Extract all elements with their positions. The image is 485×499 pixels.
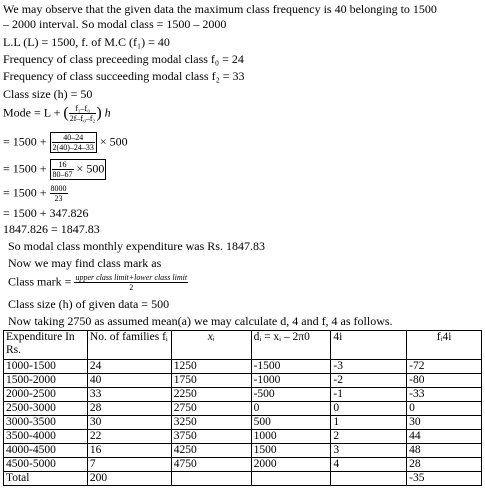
text-line: 1847.826 = 1847.83 (3, 222, 100, 236)
table-row (4, 416, 482, 430)
table-cell: 16 (87, 444, 171, 458)
table-row (4, 444, 482, 458)
fraction (74, 273, 188, 292)
table-cell: 3750 (171, 430, 251, 444)
table-header-row (4, 331, 482, 360)
table-cell: 22 (87, 430, 171, 444)
text-line: Now we may find class mark as (8, 256, 162, 270)
table-cell: 1000-1500 (4, 360, 88, 374)
table-cell: 2000 (251, 458, 331, 472)
table-cell: 28 (407, 458, 482, 472)
text-line: We may observe that the given data the maximum class frequency is 40 belonging to 1500 (3, 2, 437, 16)
table-cell: 1500 (251, 444, 331, 458)
table-cell: 44 (407, 430, 482, 444)
table-cell: 2 (331, 430, 407, 444)
table-cell: 3000-3500 (4, 416, 88, 430)
table-cell: 3250 (171, 416, 251, 430)
text-line: So modal class monthly expenditure was Rs. 1847.83 (8, 239, 265, 253)
table-cell: 2500-3000 (4, 402, 88, 416)
text-line: Frequency of class succeeding modal class f₂ = 33 (3, 69, 245, 83)
fraction-numerator: 40–24 (63, 133, 84, 142)
frequency-table (3, 330, 482, 486)
text-line: = 1500 + 347.826 (3, 206, 89, 220)
text-line: Class size (h) of given data = 500 (8, 297, 170, 311)
fraction (50, 184, 68, 203)
table-cell: -1500 (251, 360, 331, 374)
fraction-denominator: 23 (50, 193, 68, 203)
formula-suffix: × 500 (99, 134, 128, 149)
text-line: Class size (h) = 50 (3, 87, 93, 101)
table-cell: 40 (87, 374, 171, 388)
table-cell: 33 (87, 388, 171, 402)
fraction-denominator: 80–67 (52, 170, 73, 179)
table-row (4, 458, 482, 472)
header-families: No. of families fᵢ (87, 331, 171, 360)
table-cell: 4750 (171, 458, 251, 472)
table-cell: 200 (87, 472, 171, 486)
table-cell: 500 (251, 416, 331, 430)
formula-prefix: = 1500 + (3, 185, 47, 200)
step-formula (3, 184, 68, 203)
fraction-denominator: 2f–f₀–f₂ (69, 114, 96, 123)
step-formula (3, 132, 128, 153)
fraction-numerator: 16 (58, 160, 67, 169)
table-cell: 4 (331, 458, 407, 472)
step-formula (3, 159, 106, 180)
table-body (4, 360, 482, 486)
table-cell: 1250 (171, 360, 251, 374)
header-di: dᵢ = xᵢ – 2π0 (251, 331, 331, 360)
table-cell: 24 (87, 360, 171, 374)
table-cell: -80 (407, 374, 482, 388)
table-cell: 1750 (171, 374, 251, 388)
fraction (69, 104, 97, 123)
table-cell (331, 472, 407, 486)
table-cell: 1000 (251, 430, 331, 444)
table-cell: 0 (331, 402, 407, 416)
fraction-numerator: f₁–f₀ (75, 104, 90, 113)
table-cell: 4500-5000 (4, 458, 88, 472)
table-cell: 30 (407, 416, 482, 430)
fraction-denominator: 2 (74, 282, 188, 292)
text-line: L.L (L) = 1500, f. of M.C (f₁) = 40 (3, 35, 170, 49)
formula-prefix: = 1500 + (3, 134, 47, 149)
formula-suffix: h (104, 105, 111, 120)
text-line: Now taking 2750 as assumed mean(a) we may calculate d, 4 and f, 4 as follows. (8, 314, 393, 328)
table-cell: 1500-2000 (4, 374, 88, 388)
table-cell: Total (4, 472, 88, 486)
table-cell: -2 (331, 374, 407, 388)
table-cell (251, 472, 331, 486)
table-cell: 28 (87, 402, 171, 416)
formula-prefix: Mode = L + (3, 105, 61, 120)
table-cell: 30 (87, 416, 171, 430)
table-row (4, 388, 482, 402)
header-expenditure: Expenditure In Rs. (4, 331, 88, 360)
table-cell: -1 (331, 388, 407, 402)
table-row (4, 360, 482, 374)
fraction (52, 133, 95, 152)
table-cell: 2000-2500 (4, 388, 88, 402)
table-cell: 3500-4000 (4, 430, 88, 444)
table-cell: 0 (407, 402, 482, 416)
formula-suffix: × 500 (76, 161, 105, 176)
fraction (52, 160, 74, 179)
table-cell: -33 (407, 388, 482, 402)
formula-prefix: Class mark = (8, 274, 72, 289)
table-cell (171, 472, 251, 486)
table-row (4, 402, 482, 416)
table-cell: -500 (251, 388, 331, 402)
table-cell: 1 (331, 416, 407, 430)
header-fiui: fᵢ4i (407, 331, 482, 360)
table-row (4, 472, 482, 486)
fraction-denominator: 2(40)–24–33 (52, 143, 94, 152)
table-cell: 2250 (171, 388, 251, 402)
formula-prefix: = 1500 + (3, 161, 47, 176)
header-ui: 4i (331, 331, 407, 360)
table-cell: 0 (251, 402, 331, 416)
fraction-numerator: 8000 (50, 184, 67, 193)
table-cell: -72 (407, 360, 482, 374)
table-cell: -1000 (251, 374, 331, 388)
text-line: Frequency of class preceeding modal class f₀ = 24 (3, 52, 244, 66)
table-cell: 4250 (171, 444, 251, 458)
table-cell: 48 (407, 444, 482, 458)
table-cell: 3 (331, 444, 407, 458)
mode-formula: Mode = L + ( $\frac{\text{f₁–f₀}}{\text{2f–f₀–f₂}}$ ) h (3, 104, 111, 123)
table-cell: 7 (87, 458, 171, 472)
header-xi: xᵢ (171, 331, 251, 360)
table-cell: 2750 (171, 402, 251, 416)
table-cell: -35 (407, 472, 482, 486)
fraction-numerator: upper class limit+lower class limit (75, 273, 188, 282)
text-line: – 2000 interval. So modal class = 1500 – 2000 (3, 17, 227, 31)
class-mark-formula (8, 273, 188, 292)
table-row (4, 374, 482, 388)
table-row (4, 430, 482, 444)
table-cell: 4000-4500 (4, 444, 88, 458)
table-cell: -3 (331, 360, 407, 374)
